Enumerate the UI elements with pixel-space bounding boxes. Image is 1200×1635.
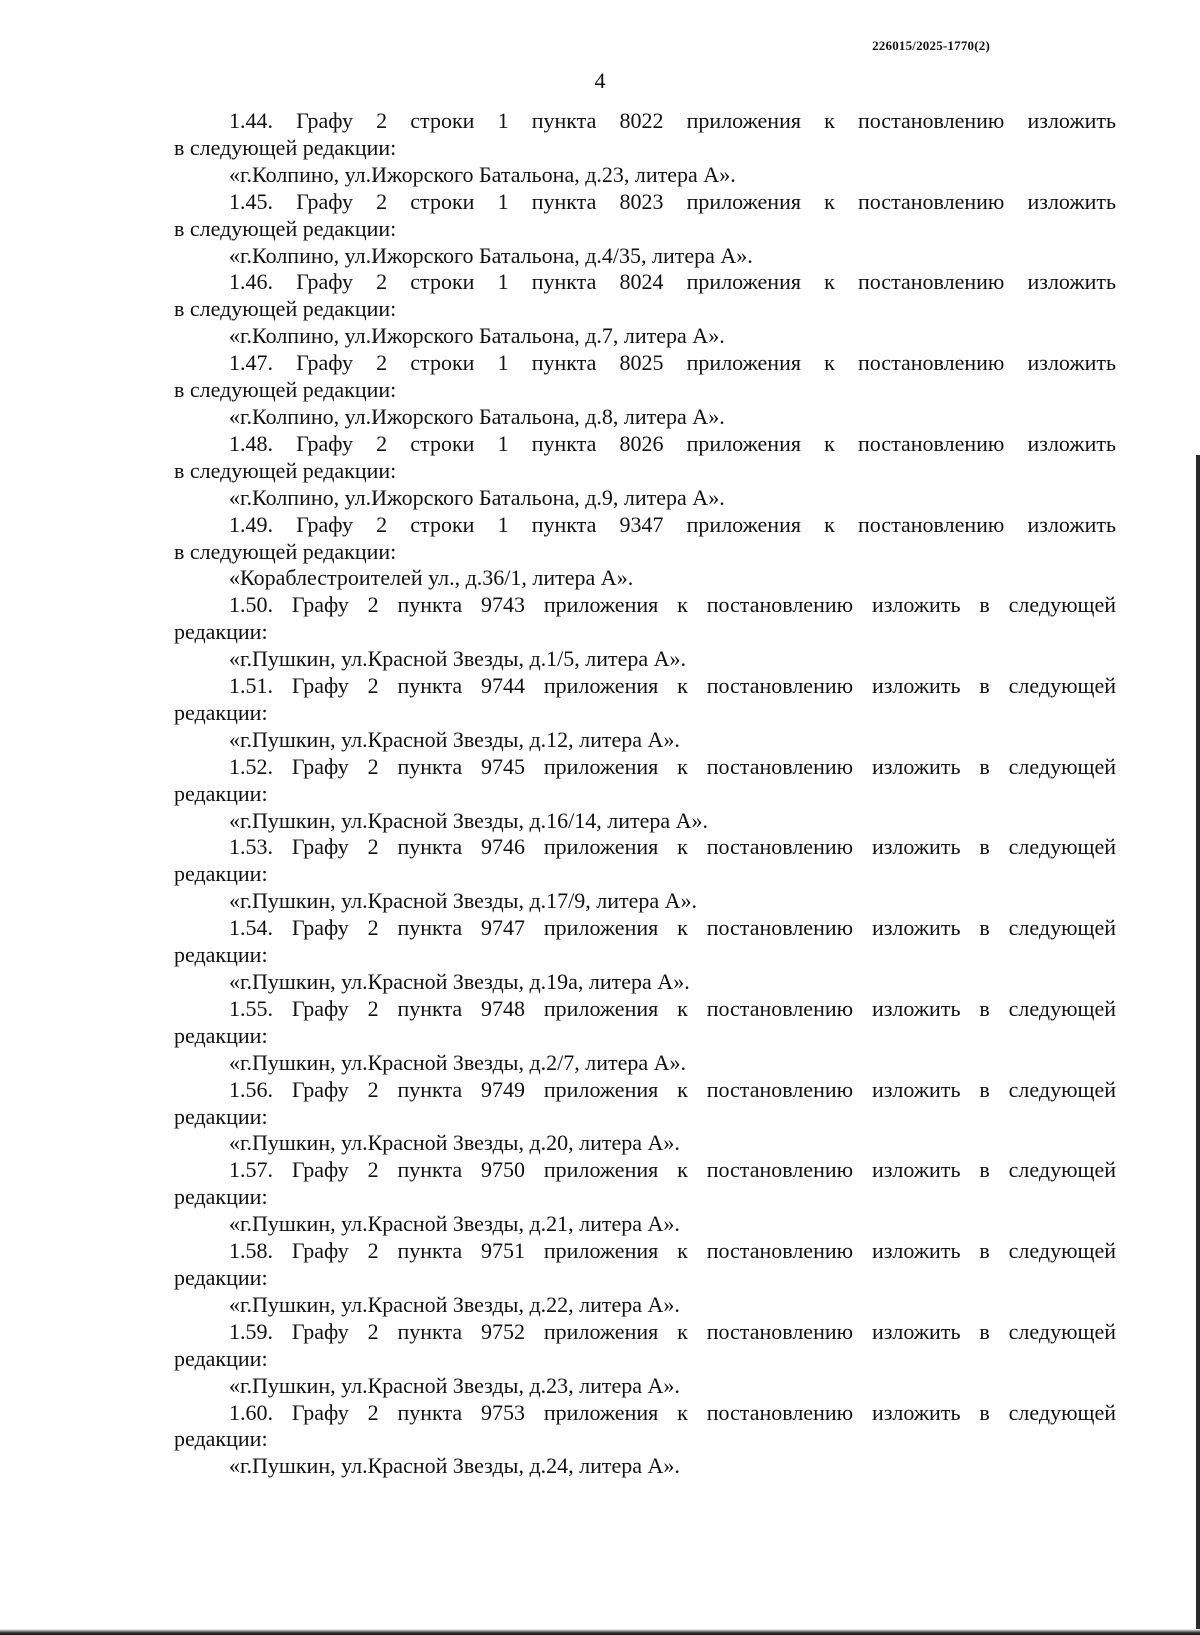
new-address-text: «г.Пушкин, ул.Красной Звезды, д.22, литера А».: [229, 1291, 680, 1317]
amendment-instruction: 1.48. Графу 2 строки 1 пункта 8026 приложения к постановлению изложить: [229, 430, 1116, 456]
amendment-paragraph: [174, 350, 1116, 404]
amendment-instruction-continuation: редакции:: [174, 780, 268, 806]
amendment-instruction: 1.57. Графу 2 пункта 9750 приложения к постановлению изложить в следующей: [229, 1157, 1116, 1183]
amendment-instruction-continuation: в следующей редакции:: [174, 134, 397, 160]
amendment-instruction: 1.44. Графу 2 строки 1 пункта 8022 приложения к постановлению изложить: [229, 108, 1116, 133]
amendment-instruction-continuation: редакции:: [174, 699, 268, 725]
amendment-instruction-continuation: редакции:: [174, 1264, 268, 1290]
amendment-instruction-continuation: в следующей редакции:: [174, 215, 397, 241]
amendment-paragraph: [174, 673, 1116, 727]
amendment-instruction-continuation: редакции:: [174, 1184, 268, 1210]
amendment-instruction: 1.59. Графу 2 пункта 9752 приложения к постановлению изложить в следующей: [229, 1318, 1116, 1344]
amendment-paragraph: [174, 996, 1116, 1050]
amendment-instruction: 1.60. Графу 2 пункта 9753 приложения к постановлению изложить в следующей: [229, 1399, 1116, 1425]
new-address-text: «г.Пушкин, ул.Красной Звезды, д.2/7, литера А».: [229, 1049, 687, 1075]
amendment-paragraph: [174, 1238, 1116, 1292]
amendment-paragraph: [174, 1077, 1116, 1131]
amendment-instruction-continuation: в следующей редакции:: [174, 538, 397, 564]
amendment-instruction: 1.49. Графу 2 строки 1 пункта 9347 приложения к постановлению изложить: [229, 511, 1116, 537]
amendment-instruction: 1.56. Графу 2 пункта 9749 приложения к постановлению изложить в следующей: [229, 1076, 1116, 1102]
amendment-paragraph: [174, 512, 1116, 566]
new-address-text: «г.Пушкин, ул.Красной Звезды, д.1/5, литера А».: [229, 646, 687, 672]
document-body: [174, 108, 1116, 1480]
document-number: 226015/2025-1770(2): [872, 38, 990, 53]
amendment-instruction-continuation: в следующей редакции:: [174, 457, 397, 483]
amendment-instruction: 1.54. Графу 2 пункта 9747 приложения к постановлению изложить в следующей: [229, 915, 1116, 941]
amendment-paragraph: [174, 754, 1116, 808]
new-address-text: «Кораблестроителей ул., д.36/1, литера А».: [229, 565, 634, 591]
amendment-instruction-continuation: редакции:: [174, 1022, 268, 1048]
amendment-paragraph: [174, 189, 1116, 243]
new-address-text: «г.Колпино, ул.Ижорского Батальона, д.7, литера А».: [229, 323, 725, 349]
new-address-text: «г.Колпино, ул.Ижорского Батальона, д.8, литера А».: [229, 403, 725, 429]
new-address-text: «г.Пушкин, ул.Красной Звезды, д.17/9, литера А».: [229, 888, 698, 914]
page-number: 4: [594, 68, 606, 93]
scan-bottom-edge: [0, 1629, 1200, 1635]
new-address-text: «г.Пушкин, ул.Красной Звезды, д.12, литера А».: [229, 726, 680, 752]
new-address-text: «г.Колпино, ул.Ижорского Батальона, д.4/35, литера А».: [229, 242, 753, 268]
amendment-instruction: 1.58. Графу 2 пункта 9751 приложения к постановлению изложить в следующей: [229, 1238, 1116, 1264]
amendment-paragraph: [174, 269, 1116, 323]
amendment-instruction: 1.45. Графу 2 строки 1 пункта 8023 приложения к постановлению изложить: [229, 188, 1116, 214]
amendment-instruction: 1.53. Графу 2 пункта 9746 приложения к постановлению изложить в следующей: [229, 834, 1116, 860]
scan-right-edge: [1196, 455, 1200, 1635]
new-address-text: «г.Пушкин, ул.Красной Звезды, д.20, литера А».: [229, 1130, 680, 1156]
new-address-text: «г.Пушкин, ул.Красной Звезды, д.24, литера А».: [229, 1453, 680, 1479]
amendment-instruction-continuation: редакции:: [174, 1345, 268, 1371]
amendment-instruction-continuation: редакции:: [174, 619, 268, 645]
amendment-instruction: 1.46. Графу 2 строки 1 пункта 8024 приложения к постановлению изложить: [229, 269, 1116, 295]
new-address-text: «г.Пушкин, ул.Красной Звезды, д.21, литера А».: [229, 1211, 680, 1237]
new-address-text: «г.Колпино, ул.Ижорского Батальона, д.23, литера А».: [229, 161, 736, 187]
amendment-instruction: 1.55. Графу 2 пункта 9748 приложения к постановлению изложить в следующей: [229, 995, 1116, 1021]
amendment-instruction: 1.51. Графу 2 пункта 9744 приложения к постановлению изложить в следующей: [229, 673, 1116, 699]
amendment-paragraph: [174, 1319, 1116, 1373]
new-address-text: «г.Пушкин, ул.Красной Звезды, д.23, литера А».: [229, 1372, 680, 1398]
amendment-instruction-continuation: редакции:: [174, 942, 268, 968]
amendment-instruction: 1.52. Графу 2 пункта 9745 приложения к постановлению изложить в следующей: [229, 753, 1116, 779]
amendment-instruction-continuation: редакции:: [174, 861, 268, 887]
amendment-paragraph: [174, 834, 1116, 888]
amendment-paragraph: [174, 1400, 1116, 1454]
amendment-instruction-continuation: редакции:: [174, 1426, 268, 1452]
amendment-paragraph: [174, 915, 1116, 969]
new-address-text: «г.Пушкин, ул.Красной Звезды, д.16/14, литера А».: [229, 807, 709, 833]
amendment-instruction: 1.47. Графу 2 строки 1 пункта 8025 приложения к постановлению изложить: [229, 350, 1116, 376]
amendment-paragraph: [174, 1157, 1116, 1211]
amendment-instruction-continuation: в следующей редакции:: [174, 377, 397, 403]
new-address-text: «г.Колпино, ул.Ижорского Батальона, д.9, литера А».: [229, 484, 725, 510]
new-address-text: «г.Пушкин, ул.Красной Звезды, д.19а, литера А».: [229, 969, 690, 994]
amendment-instruction-continuation: в следующей редакции:: [174, 296, 397, 322]
amendment-instruction: 1.50. Графу 2 пункта 9743 приложения к постановлению изложить в следующей: [229, 592, 1116, 618]
amendment-paragraph: [174, 592, 1116, 646]
amendment-paragraph: [174, 431, 1116, 485]
amendment-paragraph: [174, 108, 1116, 162]
amendment-instruction-continuation: редакции:: [174, 1103, 268, 1129]
